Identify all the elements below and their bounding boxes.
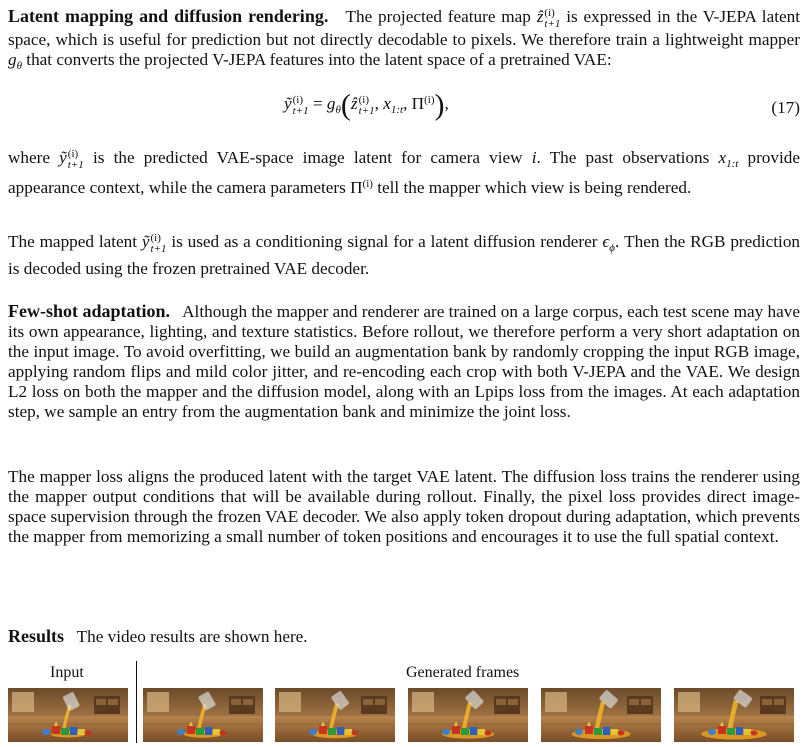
mapped-latent-paragraph: The mapped latent ỹ (i) t+1 is used as a conditioning signal for a latent diffusion renderer $\epsilon_\phi$. Then the RGB prediction is decoded using the frozen pretrained VAE decoder. [8,231,801,278]
generated-frame [143,688,263,742]
equation-body: ỹ (i) t+1 = $g_\theta(ẑ$ (i) t+1 , $x_{1:t}$, $\Pi^{(i)}$), [284,88,449,122]
generated-frame [408,688,528,742]
loss-body: The mapper loss aligns the produced latent with the target VAE latent. The diffusion loss trains the renderer using the mapper output conditions that will be available during rollout. Finally, the pixel loss provides direct image-space supervision through the frozen VAE decoder. We also apply token dropout during adaptation, which prevents the mapper from memorizing a small number of token positions and encourages it to use the full spatial context. [8,467,800,546]
few-shot-body: Although the mapper and renderer are trained on a large corpus, each test scene may have its own appearance, lighting, and texture statistics. Before rollout, we therefore perform a very short adaptation on the input image. To avoid overfitting, we build an augmentation bank by randomly cropping the input RGB image, applying random flips and mild color jitter, and re-encoding each crop with both V-JEPA and the VAE. We design L2 loss on both the mapper and the diffusion model, along with an Lpips loss from the images. At each adaptation step, we sample an entry from the augmentation bank and minimize the joint loss. [8,302,800,421]
input-frame [8,688,128,742]
input-divider [136,661,137,743]
loss-paragraph [8,467,800,547]
generated-frame [541,688,661,742]
generated-frames-label: Generated frames [406,664,520,681]
equation-17 [8,88,800,128]
results-body: The video results are shown here. [76,627,308,646]
z-hat-symbol: ẑ (i) t+1 [536,6,561,30]
generated-frame [674,688,794,742]
latent-mapping-paragraph: Latent mapping and diffusion rendering. The projected feature map ẑ (i) t+1 is expressed in the V-JEPA latent space, which is useful for prediction but not directly decodable to pixels. We therefore train a lightweight mapper $g_\theta$ that converts the projected V-JEPA features into the latent space of a pretrained VAE: [8,6,800,72]
generated-frame [275,688,395,742]
input-label: Input [50,664,84,681]
latent-mapping-heading: Latent mapping and diffusion rendering. [8,6,329,26]
few-shot-paragraph [8,302,800,421]
results-heading-line [8,626,308,647]
where-paragraph: where ỹ (i) t+1 is the predicted VAE-space image latent for camera view i. The past observations $x_{1:t}$ provide appearance context, while the camera parameters $\Pi^{(i)}$ tell the mapper which view is being rendered. [8,147,800,197]
equation-number: (17) [771,98,800,117]
few-shot-heading: Few-shot adaptation. [8,301,171,321]
results-heading: Results [8,626,65,646]
results-strip [8,664,800,744]
g-theta-symbol: $g_\theta$ [8,49,22,72]
